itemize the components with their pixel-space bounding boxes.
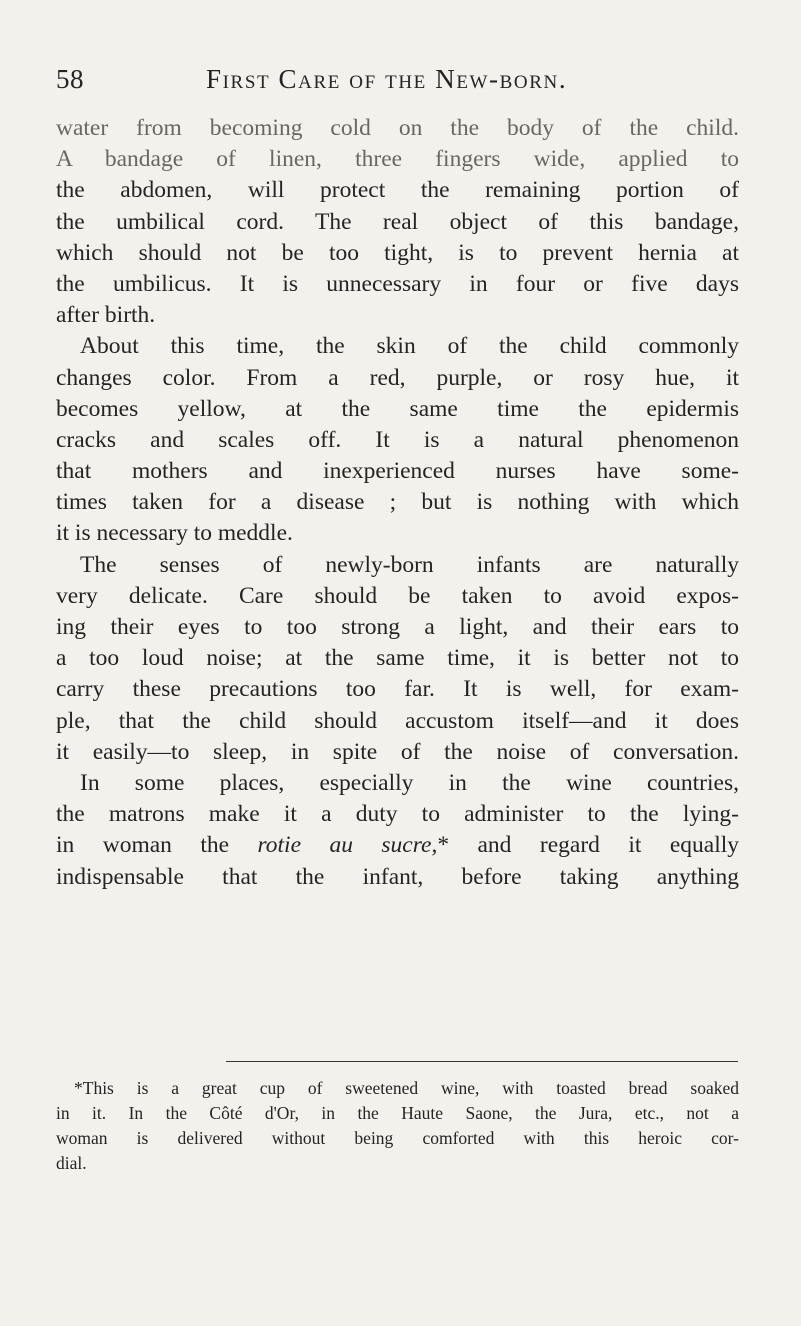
text-line: which should not be too tight, is to prevent hernia at	[56, 239, 739, 266]
text-segment: in woman the	[56, 832, 258, 859]
body-text	[56, 113, 739, 893]
text-segment: ,* and regard it equally	[431, 832, 739, 859]
text-line: About this time, the skin of the child commonly	[80, 333, 739, 360]
page-header	[56, 64, 749, 104]
text-line: a too loud noise; at the same time, it is better not to	[56, 645, 739, 672]
footnote-line: woman is delivered without being comforted with this heroic cor-	[56, 1128, 739, 1148]
footnote-line: *This is a great cup of sweetened wine, with toasted bread soaked	[74, 1078, 739, 1098]
text-line: In some places, especially in the wine countries,	[80, 769, 739, 796]
text-line: very delicate. Care should be taken to avoid expos-	[56, 582, 739, 609]
text-line: A bandage of linen, three fingers wide, applied to	[56, 146, 739, 173]
text-line: ing their eyes to too strong a light, and their ears to	[56, 614, 739, 640]
running-title: First Care of the New-born.	[206, 64, 568, 94]
text-line: after birth.	[56, 302, 156, 329]
footnote-line: in it. In the Côté d'Or, in the Haute Saone, the Jura, etc., not a	[56, 1103, 739, 1123]
text-line: it is necessary to meddle.	[56, 520, 293, 547]
footnote-line: dial.	[56, 1153, 87, 1173]
text-line: ple, that the child should accustom itself—and it does	[56, 707, 739, 734]
text-line: the umbilical cord. The real object of this bandage,	[56, 208, 739, 235]
text-line: the abdomen, will protect the remaining portion of	[56, 177, 739, 204]
italic-term: rotie au sucre	[257, 832, 432, 859]
text-line: changes color. From a red, purple, or rosy hue, it	[56, 364, 739, 391]
text-line-italic-term	[56, 830, 739, 861]
text-line: cracks and scales off. It is a natural phenomenon	[56, 426, 739, 453]
text-line: carry these precautions too far. It is well, for exam-	[56, 676, 739, 703]
text-line: water from becoming cold on the body of the child.	[56, 115, 739, 141]
text-line: the matrons make it a duty to administer to the lying-	[56, 801, 739, 828]
text-line: that mothers and inexperienced nurses have some-	[56, 458, 739, 485]
footnote-rule	[226, 1061, 738, 1062]
footnote	[56, 1076, 739, 1176]
text-line: indispensable that the infant, before taking anything	[56, 863, 739, 890]
page-number: 58	[56, 64, 84, 94]
text-line: it easily—to sleep, in spite of the noise of conversation.	[56, 738, 739, 765]
text-line: times taken for a disease ; but is nothing with which	[56, 489, 739, 516]
text-line: The senses of newly-born infants are naturally	[80, 551, 739, 578]
text-line: the umbilicus. It is unnecessary in four or five days	[56, 270, 739, 297]
text-line: becomes yellow, at the same time the epidermis	[56, 395, 739, 422]
